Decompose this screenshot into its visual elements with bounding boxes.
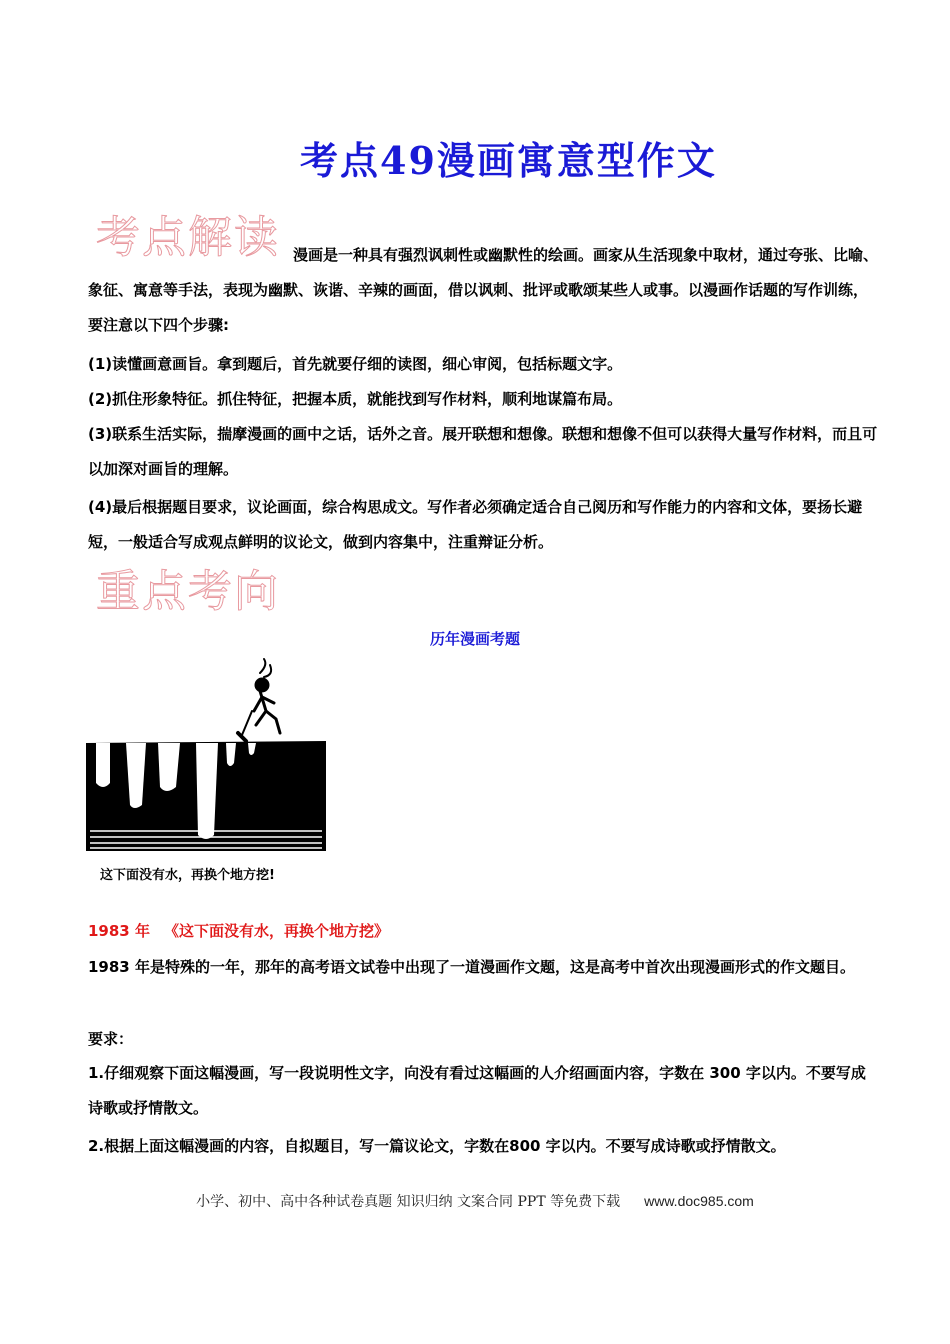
cartoon-name: 《这下面没有水，再换个地方挖》 — [163, 922, 389, 940]
section-subtitle: 历年漫画考题 — [429, 630, 520, 648]
cartoon-image — [86, 655, 330, 887]
requirements-label: 要求： — [88, 1030, 134, 1048]
footer-text: 小学、初中、高中各种试卷真题 知识归纳 文案合同 PPT 等免费下载 — [196, 1194, 621, 1210]
step-4: (4)最后根据题目要求，议论画面，综合构思成文。写作者必须确定适合自己阅历和写作能力的内容和文体，要扬长避短，一般适合写成观点鲜明的议论文，做到内容集中，注重辩证分析。 — [88, 498, 863, 551]
page-footer — [0, 1191, 950, 1211]
page-title: 考点49漫画寓意型作文 — [300, 138, 717, 183]
year-label: 1983 年 — [88, 922, 150, 940]
step-3: (3)联系生活实际，揣摩漫画的画中之话，话外之音。展开联想和想像。联想和想像不但可以获得大量写作材料，而且可以加深对画旨的理解。 — [88, 425, 878, 478]
digger-figure — [238, 659, 280, 741]
step-2: (2)抓住形象特征。抓住特征，把握本质，就能找到写作材料，顺利地谋篇布局。 — [88, 390, 623, 408]
footer-url[interactable]: www.doc985.com — [644, 1193, 754, 1209]
section-stamp-focus: 重点考向 — [96, 566, 280, 617]
digging-cartoon-illustration — [86, 655, 330, 887]
requirement-1: 1.仔细观察下面这幅漫画，写一段说明性文字，向没有看过这幅画的人介绍画面内容，字数在 300 字以内。不要写成诗歌或抒情散文。 — [88, 1064, 866, 1117]
step-1: (1)读懂画意画旨。拿到题后，首先就要仔细的读图，细心审阅，包括标题文字。 — [88, 355, 623, 373]
body-paragraph: 1983 年是特殊的一年，那年的高考语文试卷中出现了一道漫画作文题，这是高考中首次出现漫画形式的作文题目。 — [88, 958, 855, 976]
year-heading — [88, 920, 403, 941]
cartoon-caption: 这下面没有水，再换个地方挖! — [100, 868, 275, 883]
section-stamp-analysis: 考点解读 — [96, 212, 280, 263]
requirement-2: 2.根据上面这幅漫画的内容，自拟题目，写一篇议论文，字数在800 字以内。不要写成诗歌或抒情散文。 — [88, 1137, 786, 1155]
intro-paragraph: 漫画是一种具有强烈讽刺性或幽默性的绘画。画家从生活现象中取材，通过夸张、比喻、象征、寓意等手法，表现为幽默、诙谐、辛辣的画面，借以讽刺、批评或歌颂某些人或事。以漫画作话题的写作训练，要注意以下四个步骤: — [88, 246, 879, 334]
